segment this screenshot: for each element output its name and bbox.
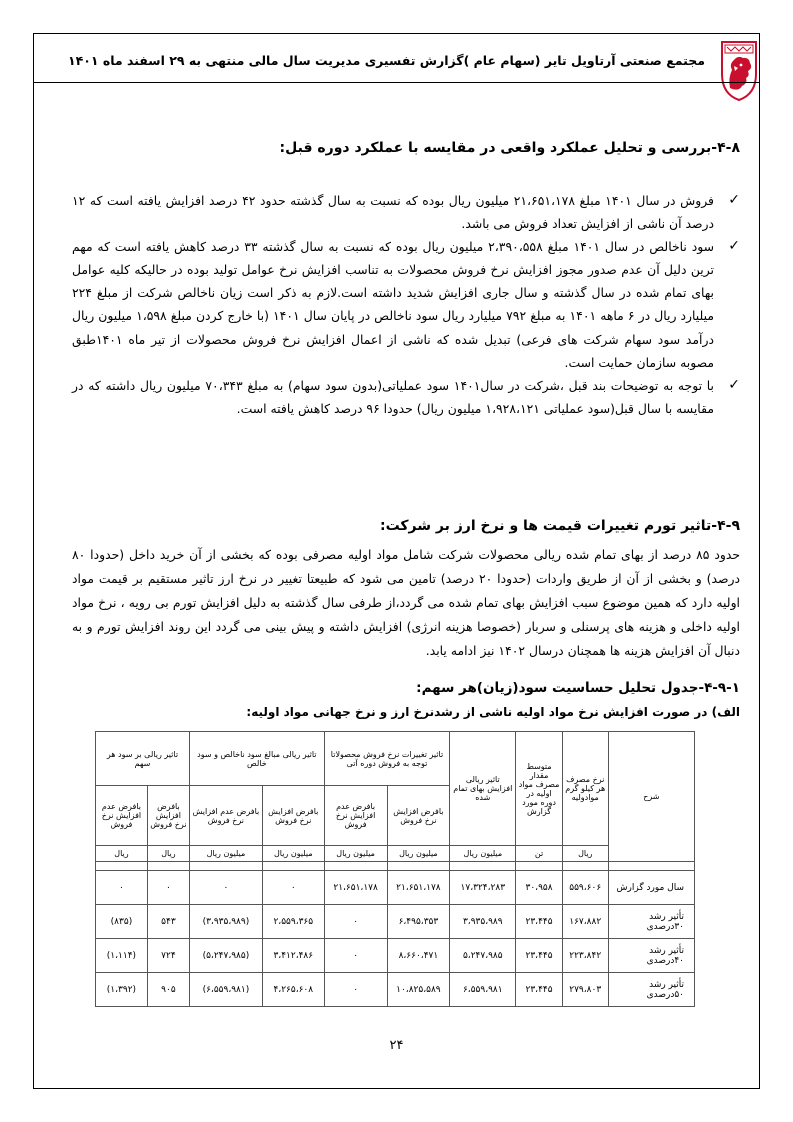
table-cell: ۰ xyxy=(189,871,262,905)
bullet-text: فروش در سال ۱۴۰۱ مبلغ ۲۱،۶۵۱،۱۷۸ میلیون ریال بوده که نسبت به سال گذشته حدود ۴۲ درصد افزایش یافته است که ۱۲ درصد آن ناشی از افزایش تعداد فروش می باشد. xyxy=(72,193,714,232)
section2-heading xyxy=(72,518,740,534)
section-title: ۴-۸-بررسی و تحلیل عملکرد واقعی در مقایسه با عملکرد دوره قبل: xyxy=(279,140,740,156)
col-rev-increase: بافرض افزایش نرخ فروش xyxy=(387,786,450,846)
col-eps-increase: بافرض افزایش نرخ فروش xyxy=(147,786,189,846)
table-unit-row xyxy=(96,846,695,862)
report-title: گزارش تفسیری مدیریت سال مالی منتهی به ۲۹ اسفند ماه ۱۴۰۱ xyxy=(67,52,464,68)
table-cell: ۷۲۴ xyxy=(147,939,189,973)
table-header-row xyxy=(96,732,695,786)
unit-cell: ریال xyxy=(147,846,189,862)
col-rate: نرخ مصرف هر کیلو گرم موادولیه xyxy=(562,732,608,846)
table-cell: ۰ xyxy=(147,871,189,905)
table-cell: ۲،۵۵۹،۳۶۵ xyxy=(262,905,324,939)
unit-cell: میلیون ریال xyxy=(387,846,450,862)
table-cell: ۶،۴۹۵،۳۵۳ xyxy=(387,905,450,939)
table-cell: ۲۳،۴۴۵ xyxy=(516,905,563,939)
table-cell: (۶،۵۵۹،۹۸۱) xyxy=(189,973,262,1007)
table-spacer-row xyxy=(96,862,695,871)
check-icon: ✓ xyxy=(728,192,740,208)
unit-cell: تن xyxy=(516,846,563,862)
table-cell: ۶،۵۵۹،۹۸۱ xyxy=(450,973,516,1007)
table-row xyxy=(96,973,695,1007)
group-revenue: تاثیر تغییرات نرخ فروش محصولاتا توجه به فروش دوره آتی xyxy=(324,732,450,786)
table-cell: ۵۴۳ xyxy=(147,905,189,939)
table-cell: ۲۷۹،۸۰۳ xyxy=(562,973,608,1007)
inflation-paragraph: حدود ۸۵ درصد از بهای تمام شده ریالی محصولات شرکت شامل مواد اولیه مصرفی بوده که بخشی از آن خرید داخل (حدودا ۸۰ درصد) و بخشی از آن از طریق واردات (حدودا ۲۰ درصد) تامین می شود که طبیعتا تغییر در نرخ ارز تاثیر مستقیم بر قیمت مواد اولیه دارد که همین موضوع سبب افزایش بهای تمام شده می گردد،از طرفی سال گذشته به دلیل افزایش تورم بی رویه ، نرخ مواد اولیه داخلی و هزینه های پرسنلی و سربار (خصوصا هزینه انرژی) افزایش داشته و پیش بینی می گردد این روند افزایش تورم و به دنبال آن افزایش هزینه ها همچنان درسال ۱۴۰۲ نیز ادامه یابد. xyxy=(72,547,740,658)
table-row xyxy=(96,939,695,973)
bullet-item-gross-profit xyxy=(72,235,740,374)
col-eps-no-increase: بافرض عدم افزایش نرخ فروش xyxy=(96,786,148,846)
table-cell: (۱،۱۱۴) xyxy=(96,939,148,973)
company-name: مجتمع صنعتی آرتاویل تایر (سهام عام ) xyxy=(463,52,705,68)
table-cell: ۳،۴۱۲،۴۸۶ xyxy=(262,939,324,973)
table-row xyxy=(96,905,695,939)
table-cell: ۰ xyxy=(262,871,324,905)
group-eps: تاثیر ریالی بر سود هر سهم xyxy=(96,732,190,786)
bullet-item-sales xyxy=(72,189,740,235)
section-heading xyxy=(72,140,740,156)
section2-title: ۴-۹-تاثیر تورم تغییرات قیمت ها و نرخ ارز بر شرکت: xyxy=(379,518,740,534)
unit-cell: میلیون ریال xyxy=(324,846,387,862)
table-cell: ۹۰۵ xyxy=(147,973,189,1007)
sensitivity-table xyxy=(95,731,695,1007)
table-cell: ۰ xyxy=(324,939,387,973)
col-desc: شرح xyxy=(608,732,694,862)
bullet-item-operating-profit xyxy=(72,374,740,420)
table-cell: ۱۰،۸۲۵،۵۸۹ xyxy=(387,973,450,1007)
col-profit-increase: بافرض افزایش نرخ فروش xyxy=(262,786,324,846)
unit-cell: میلیون ریال xyxy=(262,846,324,862)
col-profit-no-increase: بافرض عدم افزایش نرخ فروش xyxy=(189,786,262,846)
bullet-text: سود ناخالص در سال ۱۴۰۱ مبلغ ۲،۳۹۰،۵۵۸ میلیون ریال بوده که نسبت به سال گذشته ۳۳ درصد کاهش یافته است که مهم ترین دلیل آن عدم صدور مجوز افزایش نرخ فروش محصولات به تناسب افزایش نرخ عوامل تولید بوده در حالیکه کلیه عوامل بهای تمام شده در سال گذشته و سال جاری افزایش شدید داشته است.لازم به ذکر است زیان ناخالص شرکت از مبلغ ۲۲۴ میلیارد ریال در ۶ ماهه ۱۴۰۱ به مبلغ ۷۹۲ میلیارد ریال سود ناخالص در پایان سال ۱۴۰۱ (با خارج کردن مبلغ ۱،۵۹۸ میلیون ریال درآمد سود سهام شرکت های فرعی) تبدیل شده که ناشی از اعمال افزایش نرخ فروش محصولات از تیر ماه ۱۴۰۱طبق مصوبه سازمان حمایت است. xyxy=(72,239,715,370)
col-qty: متوسط مقدار مصرف مواد اولیه در دوره مورد گزارش xyxy=(516,732,563,846)
table-cell: ۵۵۹،۶۰۶ xyxy=(562,871,608,905)
table-cell: ۱۷،۳۲۴،۲۸۳ xyxy=(450,871,516,905)
table-cell: ۴،۲۶۵،۶۰۸ xyxy=(262,973,324,1007)
table-cell: ۲۱،۶۵۱،۱۷۸ xyxy=(387,871,450,905)
table-caption: الف) در صورت افزایش نرخ مواد اولیه ناشی از رشدنرخ ارز و نرخ جهانی مواد اولیه: xyxy=(246,705,740,719)
table-cell: ۲۳،۴۴۵ xyxy=(516,939,563,973)
table-cell: (۸۳۵) xyxy=(96,905,148,939)
bullet-text: با توجه به توضیحات بند قبل ،شرکت در سال۱۴۰۱ سود عملیاتی(بدون سود سهام) به مبلغ ۷۰،۳۴۳ میلیون ریال داشته که در مقایسه با سال قبل(سود عملیاتی ۱،۹۲۸،۱۲۱ میلیون ریال) حدودا ۹۶ درصد کاهش یافته است. xyxy=(72,377,715,416)
check-icon: ✓ xyxy=(728,376,740,393)
col-rev-no-increase: بافرض عدم افزایش نرخ فروش xyxy=(324,786,387,846)
table-cell: ۰ xyxy=(324,973,387,1007)
table-cell: ۰ xyxy=(96,871,148,905)
table-cell: ۵،۲۴۷،۹۸۵ xyxy=(450,939,516,973)
table-cell: ۳،۹۳۵،۹۸۹ xyxy=(450,905,516,939)
row-label: تأثیر رشد ۴۰درصدی xyxy=(608,939,694,973)
table-cell: (۱،۳۹۲) xyxy=(96,973,148,1007)
table-cell: ۲۲۳،۸۴۲ xyxy=(562,939,608,973)
row-label: تأثیر رشد ۵۰درصدی xyxy=(608,973,694,1007)
check-icon: ✓ xyxy=(728,238,740,255)
page-header xyxy=(67,46,705,74)
table-cell: (۵،۲۴۷،۹۸۵) xyxy=(189,939,262,973)
table-cell: (۳،۹۳۵،۹۸۹) xyxy=(189,905,262,939)
table-cell: ۲۳،۴۴۵ xyxy=(516,973,563,1007)
subsection-title: ۴-۹-۱-جدول تحلیل حساسیت سود(زیان)هر سهم: xyxy=(416,680,740,696)
row-label: سال مورد گزارش xyxy=(608,871,694,905)
company-logo-icon xyxy=(719,40,759,102)
table-cell: ۱۶۷،۸۸۲ xyxy=(562,905,608,939)
table-cell: ۳۰،۹۵۸ xyxy=(516,871,563,905)
unit-cell: میلیون ریال xyxy=(450,846,516,862)
bullet-list xyxy=(72,189,740,420)
table-cell: ۲۱،۶۵۱،۱۷۸ xyxy=(324,871,387,905)
table-cell: ۰ xyxy=(324,905,387,939)
group-profit: تاثیر ریالی مبالغ سود ناخالص و سود خالص xyxy=(189,732,324,786)
col-cost: تاثیر ریالی افزایش بهای تمام شده xyxy=(450,732,516,846)
table-row xyxy=(96,871,695,905)
unit-cell: میلیون ریال xyxy=(189,846,262,862)
header-divider xyxy=(33,82,760,83)
unit-cell: ریال xyxy=(96,846,148,862)
page-number: ۲۴ xyxy=(389,1038,404,1053)
table-cell: ۸،۶۶۰،۴۷۱ xyxy=(387,939,450,973)
row-label: تأثیر رشد ۳۰درصدی xyxy=(608,905,694,939)
unit-cell: ریال xyxy=(562,846,608,862)
